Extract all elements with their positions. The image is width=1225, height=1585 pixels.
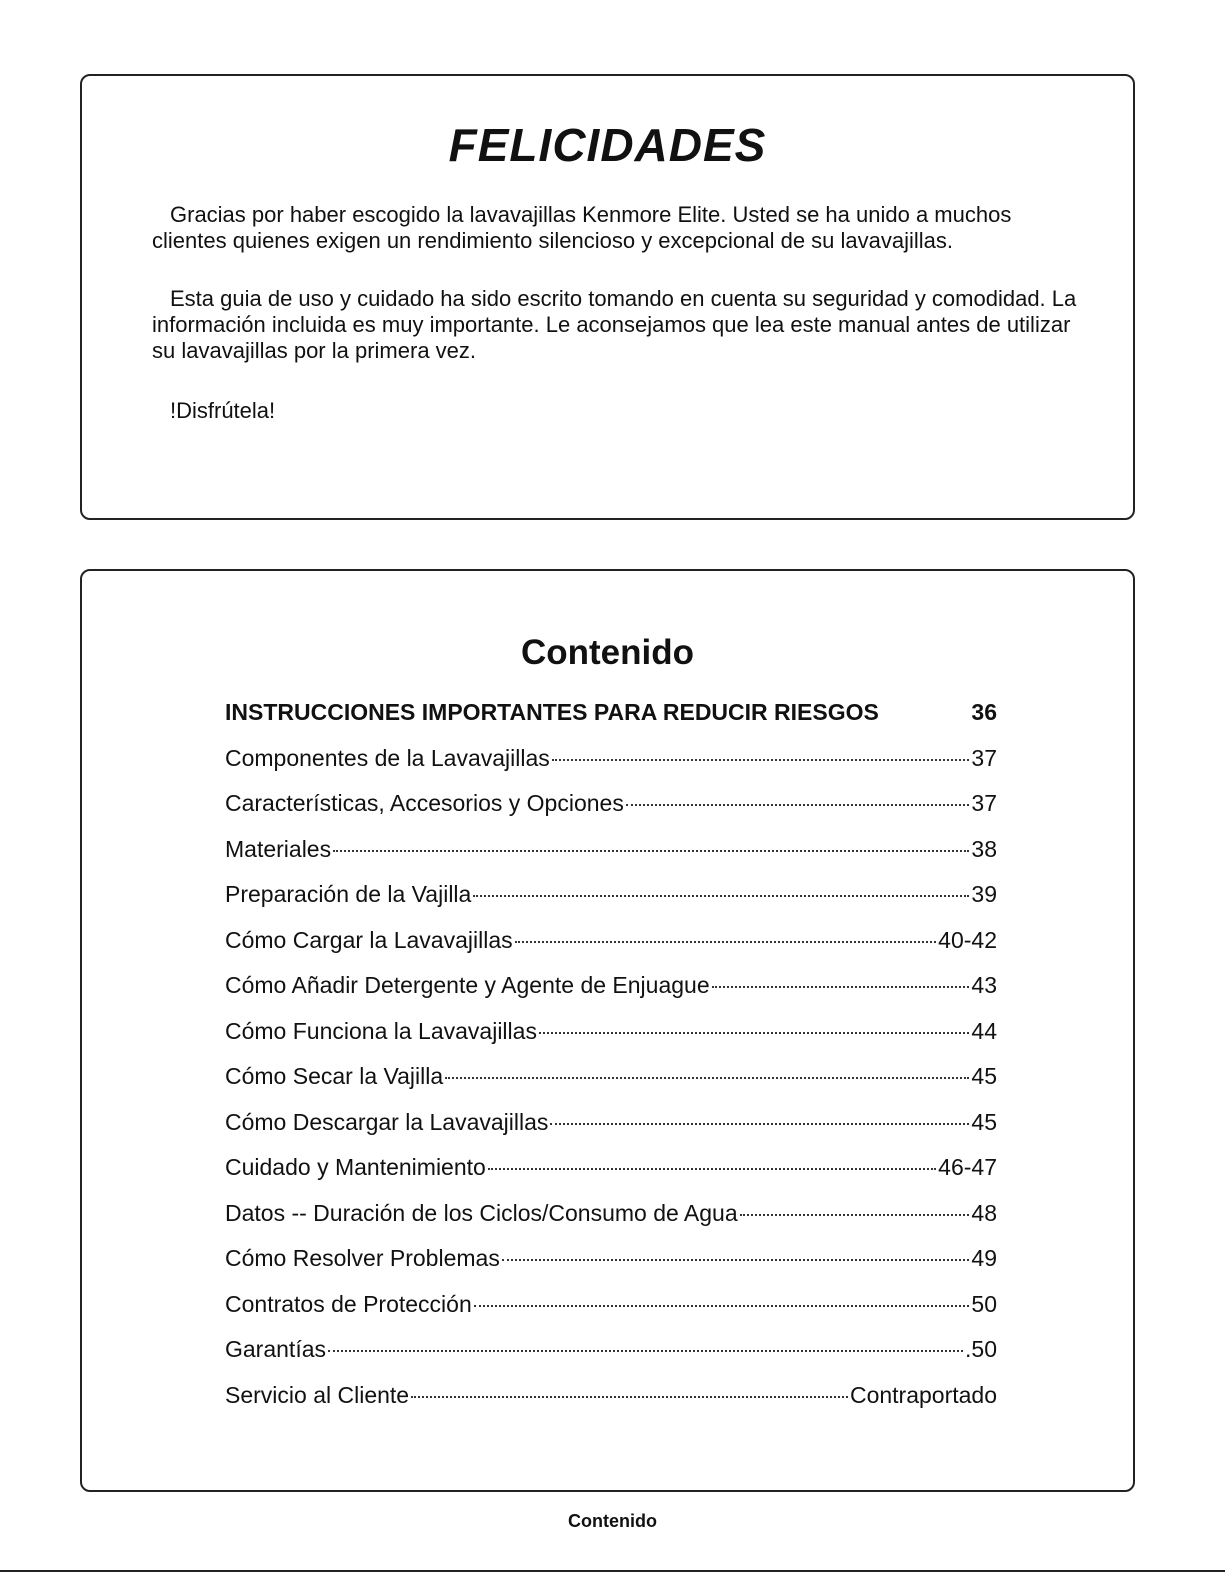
- toc-entry-page: 43: [971, 972, 997, 998]
- thank-you-text: Gracias por haber escogido la lavavajillas Kenmore Elite. Usted se ha unido a muchos clientes quienes exigen un rendimiento silencioso y excepcional de su lavavajillas.: [152, 202, 1012, 253]
- toc-entry-page: 40-42: [938, 926, 997, 953]
- toc-entry-page: 45: [971, 1063, 997, 1089]
- toc-entry-label: Características, Accesorios y Opciones: [225, 790, 624, 816]
- toc-entry: [225, 790, 997, 836]
- toc-dot-leader: [333, 850, 969, 852]
- toc-entry-page: 38: [971, 835, 997, 862]
- toc-entry-label: Cómo Funciona la Lavavajillas: [225, 1017, 537, 1044]
- toc-title: Contenido: [520, 633, 695, 672]
- toc-entry: [225, 1018, 997, 1064]
- toc-entry-label: Cómo Descargar la Lavavajillas: [225, 1108, 549, 1135]
- toc-list: [225, 699, 997, 1427]
- congratulations-box: [80, 74, 1135, 520]
- toc-dot-leader: [539, 1032, 969, 1034]
- toc-entry-page: 37: [971, 790, 997, 816]
- page-footer: Contenido: [568, 1511, 657, 1531]
- bottom-divider: [0, 1570, 1225, 1572]
- toc-entry-label: Cómo Cargar la Lavavajillas: [225, 926, 513, 953]
- toc-entry-label: Contratos de Protección: [225, 1290, 472, 1317]
- congratulations-title: FELICIDADES: [448, 119, 767, 171]
- toc-entry-page: 44: [971, 1017, 997, 1044]
- toc-dot-leader: [626, 804, 970, 806]
- toc-entry: [225, 972, 997, 1018]
- toc-dot-leader: [740, 1214, 970, 1216]
- toc-entry-page: 49: [971, 1245, 997, 1271]
- toc-entry-page: Contraportado: [849, 1381, 997, 1408]
- toc-entry-label: Cómo Secar la Vajilla: [225, 1063, 444, 1089]
- toc-dot-leader: [328, 1350, 963, 1352]
- toc-entry-label: Componentes de la Lavavajillas: [225, 744, 550, 771]
- toc-entry-page: 45: [971, 1108, 997, 1135]
- toc-entry-page: 50: [971, 1290, 997, 1317]
- toc-entry: [225, 1200, 997, 1246]
- toc-dot-leader: [488, 1168, 936, 1170]
- toc-dot-leader: [473, 895, 969, 897]
- toc-entry: [225, 1336, 997, 1382]
- enjoy-text: !Disfrútela!: [170, 398, 276, 423]
- toc-entry-label: Servicio al Cliente: [225, 1381, 410, 1408]
- toc-entry-label: Materiales: [225, 835, 332, 862]
- toc-entry-page: .50: [965, 1336, 997, 1362]
- toc-entry-page: 39: [971, 881, 997, 907]
- toc-entry-label: Datos -- Duración de los Ciclos/Consumo de Agua: [225, 1199, 738, 1226]
- toc-dot-leader: [712, 986, 970, 988]
- toc-entry: [225, 1382, 997, 1428]
- guide-info-paragraph: [152, 286, 1082, 364]
- toc-dot-leader: [502, 1259, 970, 1261]
- table-of-contents-box: [80, 569, 1135, 1492]
- guide-info-text: Esta guia de uso y cuidado ha sido escrito tomando en cuenta su seguridad y comodidad. La información incluida es muy importante. Le aconsejamos que lea este manual antes de utilizar su lavavajillas por la primera vez.: [152, 286, 1077, 363]
- thank-you-paragraph: [152, 202, 1082, 254]
- toc-entry-label: Cuidado y Mantenimiento: [225, 1154, 486, 1180]
- toc-entry-page: 46-47: [938, 1154, 997, 1180]
- toc-entry: [225, 745, 997, 791]
- toc-entry-label: Preparación de la Vajilla: [225, 881, 472, 907]
- toc-entry-label: Garantías: [225, 1336, 326, 1362]
- toc-entry: [225, 1109, 997, 1155]
- toc-dot-leader: [550, 1123, 969, 1125]
- toc-entry: [225, 1245, 997, 1291]
- toc-entry-page: 48: [971, 1199, 997, 1226]
- toc-dot-leader: [552, 759, 970, 761]
- toc-entry: [225, 927, 997, 973]
- toc-entry-label: INSTRUCCIONES IMPORTANTES PARA REDUCIR RIESGOS: [225, 699, 879, 725]
- toc-entry: [225, 1063, 997, 1109]
- toc-entry-page: 37: [971, 744, 997, 771]
- toc-entry-label: Cómo Añadir Detergente y Agente de Enjuague: [225, 972, 710, 998]
- toc-entry: [225, 1154, 997, 1200]
- toc-entry: [225, 699, 997, 745]
- toc-entry-label: Cómo Resolver Problemas: [225, 1245, 500, 1271]
- toc-dot-leader: [445, 1077, 969, 1079]
- toc-dot-leader: [474, 1305, 970, 1307]
- toc-entry: [225, 1291, 997, 1337]
- toc-entry: [225, 836, 997, 882]
- toc-entry: [225, 881, 997, 927]
- toc-dot-leader: [411, 1396, 848, 1398]
- toc-entry-page: 36: [971, 699, 997, 725]
- toc-dot-leader: [515, 941, 937, 943]
